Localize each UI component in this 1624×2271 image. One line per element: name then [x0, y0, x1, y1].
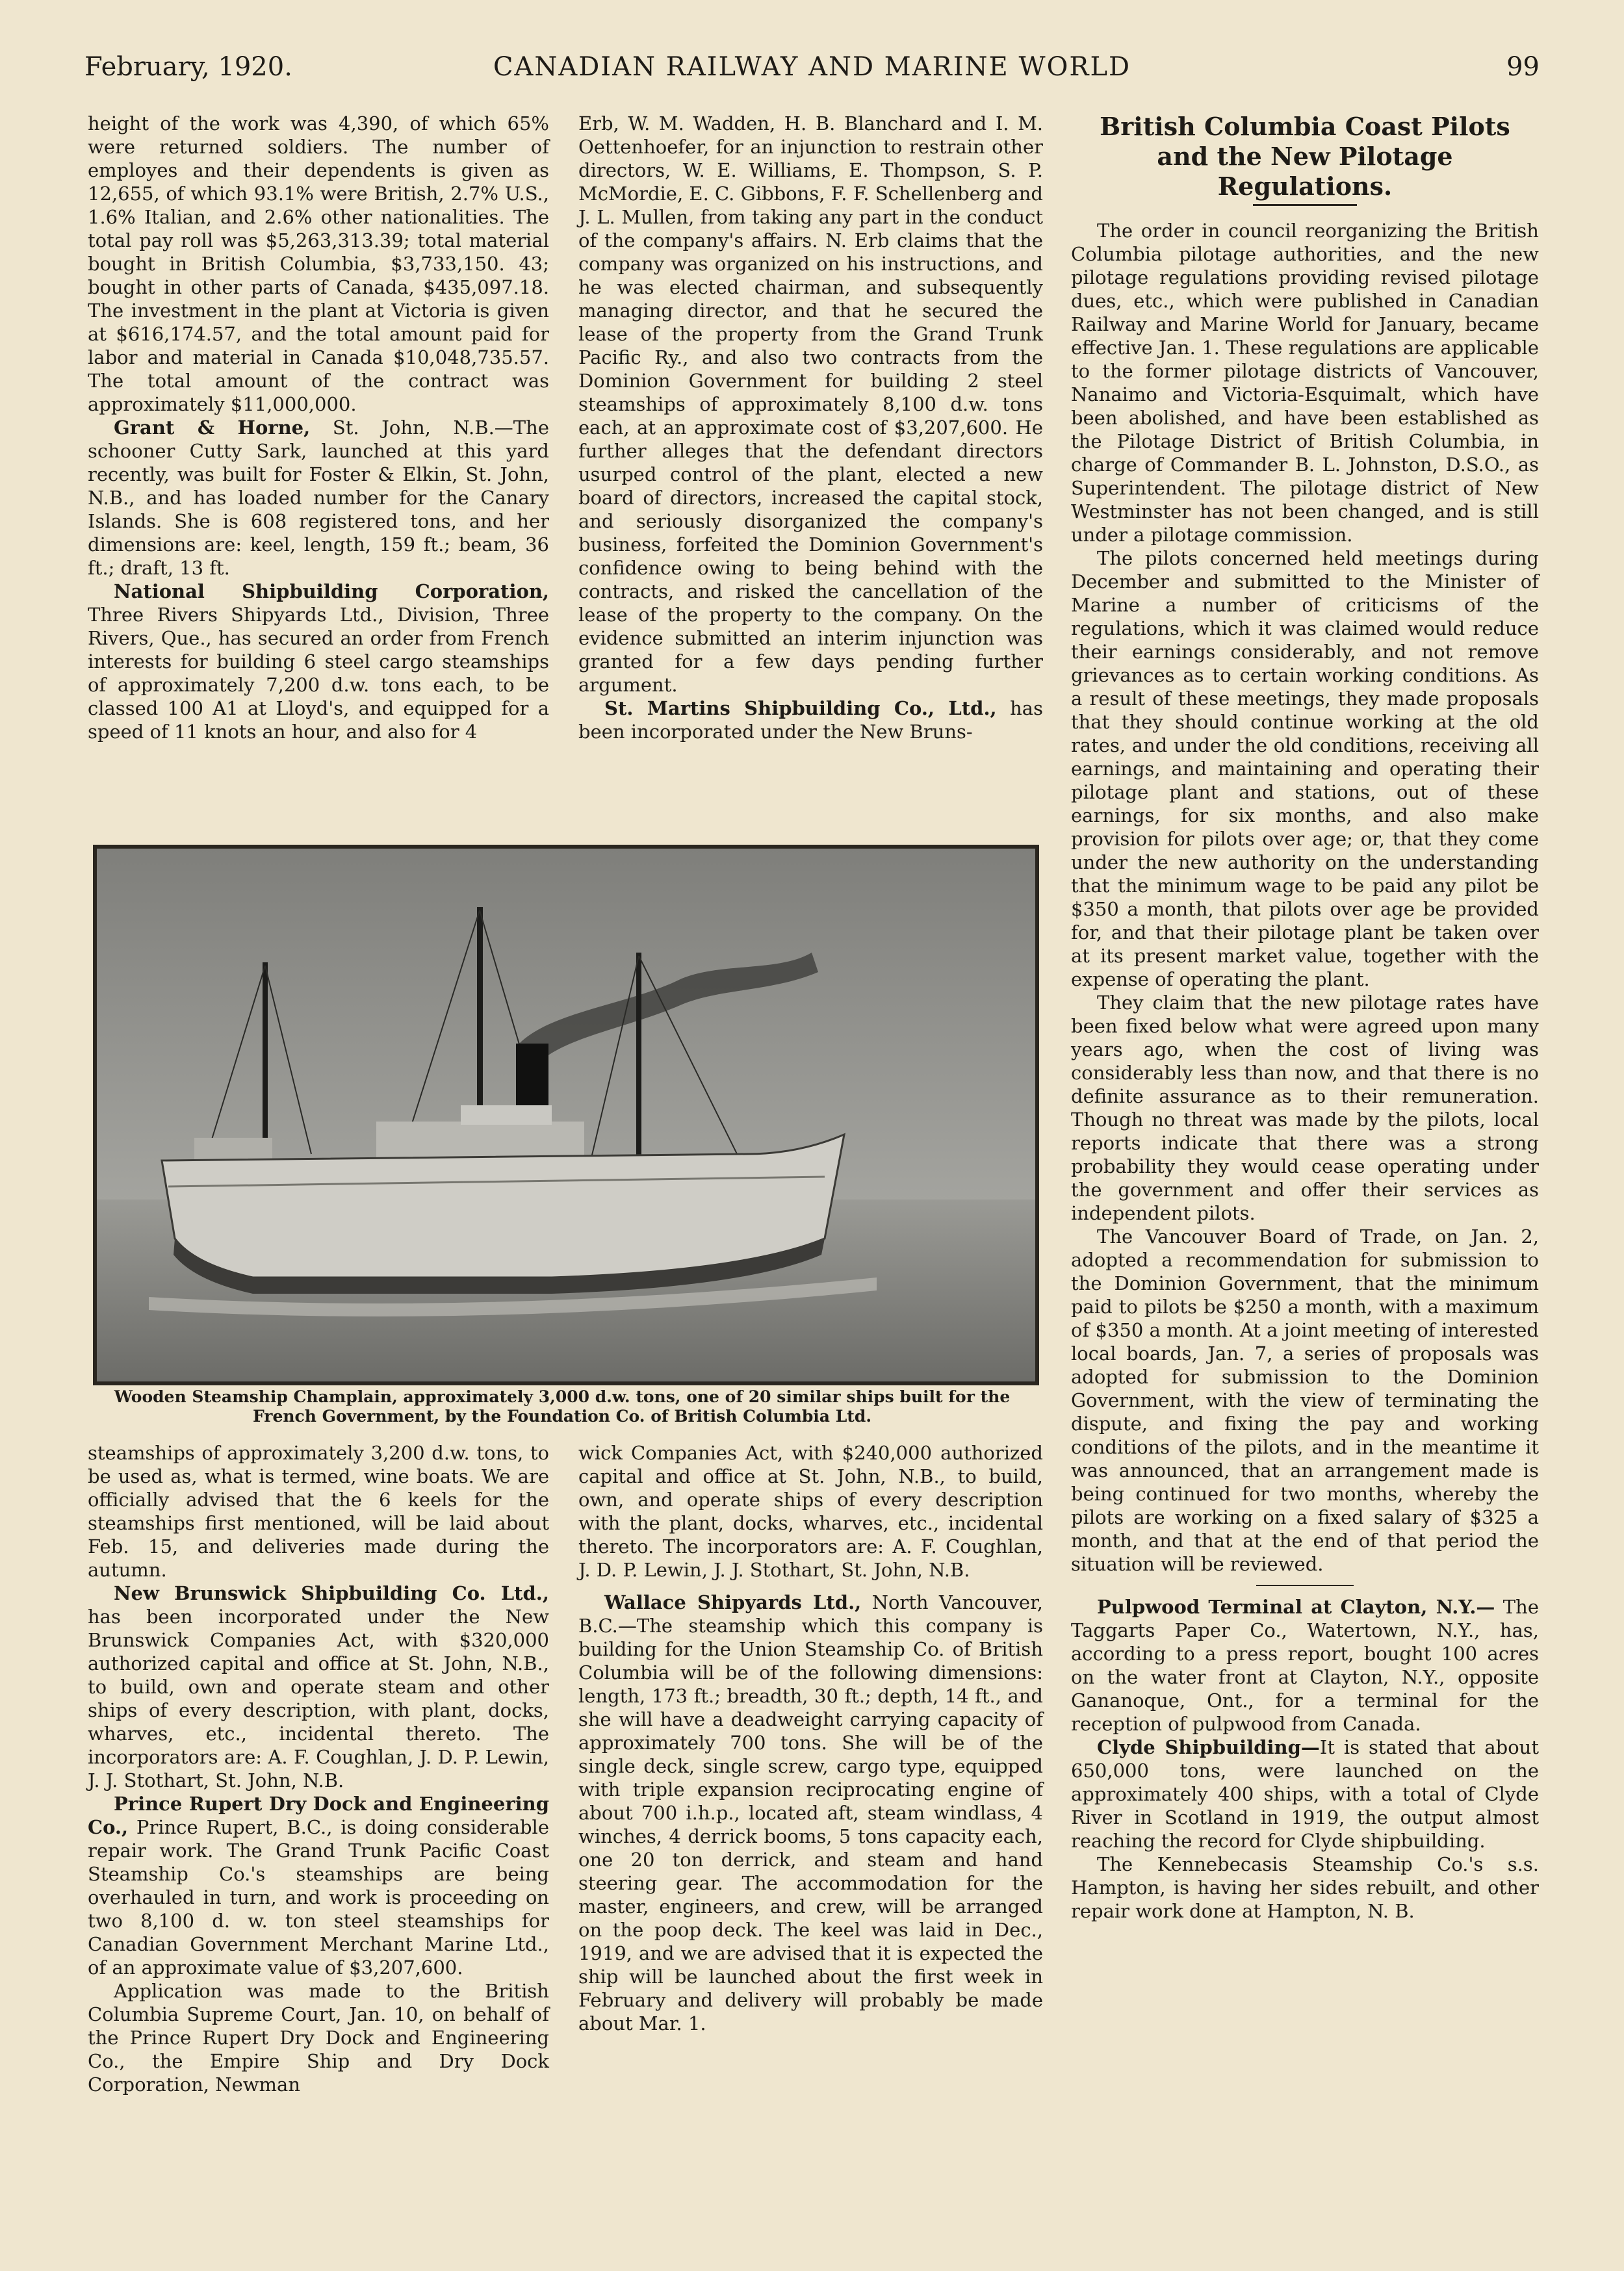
paragraph-heading: Prince Rupert Dry Dock and Engineering Co.,: [88, 1793, 549, 1838]
paragraph-body: has been incorporated under the New Bruns-: [578, 697, 1043, 743]
paragraph-heading: National Shipbuilding Corporation,: [114, 580, 549, 602]
steamship-illustration: [97, 849, 1035, 1381]
section-rule: [1256, 1585, 1354, 1586]
paragraph: The pilots concerned held meetings during December and submitted to the Minister of Marine a number of criticisms of the regulations, which it was claimed would reduce their earnings considerably, and not remove grievances as to certain working conditions. As a result of these meetings, they made proposals that they should continue working at the old rates, and under the old conditions, receiving all earnings, and maintaining and operating their pilotage plant and stations, out of these earnings, for six months, and also make provision for pilots over age; or, that they come under the new authority on the understanding that the minimum wage to be paid any pilot be $350 a month, that pilots over age be provided for, and that their pilotage plant be taken over at its present market value, together with the expense of operating the plant.: [1071, 547, 1539, 990]
column-3: [1071, 112, 1539, 1923]
paragraph-heading: Pulpwood Terminal at Clayton, N.Y.—: [1097, 1596, 1495, 1618]
paragraph-body: Prince Rupert, B.C., is doing considerable repair work. The Grand Trunk Pacific Coast Steamship Co.'s steamships are being overhauled in turn, and work is proceeding on two 8,100 d. w. ton steel steamships for Canadian Government Merchant Marine Ltd., of an approximate value of $3,207,600.: [88, 1816, 549, 1979]
paragraph-body: North Vancouver, B.C.—The steamship which this company is building for the Union Steamship Co. of British Columbia will be of the following dimensions: length, 173 ft.; breadth, 30 ft.; depth, 14 ft., and she will have a deadweight carrying capacity of approximately 700 tons. She will be of the single deck, single screw, cargo type, equipped with triple expansion reciprocating engine of about 700 i.h.p., located aft, steam windlass, 4 winches, 4 derrick booms, 5 tons capacity each, one 20 ton derrick, and steam and hand steering gear. The accommodation for the master, engineers, and crew, will be arranged on the poop deck. The keel was laid in Dec., 1919, and we are advised that it is expected the ship will be launched about the first week in February and delivery will probably be made about Mar. 1.: [578, 1591, 1043, 2034]
paragraph-heading: St. Martins Shipbuilding Co., Ltd.,: [604, 697, 997, 719]
paragraph: [88, 580, 549, 743]
ship-photograph: [93, 845, 1039, 1385]
header-page-number: 99: [1506, 52, 1540, 82]
paragraph: The Vancouver Board of Trade, on Jan. 2, adopted a recommendation for submission to the Dominion Government, that the minimum paid to pilots be $250 a month, with a maximum of $350 a month. At a joint meeting of interested local boards, Jan. 7, a series of proposals was adopted for submission to the Dominion Government, with the view of terminating the dispute, and fixing the pay and working conditions of the pilots, and in the meantime it was announced, that an arrangement made is being continued for two months, whereby the pilots are working on a fixed salary of $325 a month, and that at the end of that period the situation will be reviewed.: [1071, 1225, 1539, 1575]
paragraph: [1071, 1595, 1539, 1736]
title-rule: [1253, 204, 1357, 206]
paragraph: The Kennebecasis Steamship Co.'s s.s. Hampton, is having her sides rebuilt, and other repair work done at Hampton, N. B.: [1071, 1853, 1539, 1922]
paragraph-heading: Clyde Shipbuilding—: [1097, 1736, 1320, 1758]
paragraph-heading: New Brunswick Shipbuilding Co. Ltd.,: [114, 1582, 549, 1604]
paragraph: The order in council reorganizing the British Columbia pilotage authorities, and the new pilotage regulations providing revised pilotage dues, etc., which were published in Canadian Railway and Marine World for January, became effective Jan. 1. These regulations are applicable to the former pilotage districts of Vancouver, Nanaimo and Victoria-Esquimalt, which have been abolished, and have been established as the Pilotage District of British Columbia, in charge of Commander B. L. Johnston, D.S.O., as Superintendent. The pilotage district of New Westminster has not been changed, and is still under a pilotage commission.: [1071, 220, 1539, 546]
column-1-top: [88, 112, 549, 743]
paragraph-body: has been incorporated under the New Brunswick Companies Act, with $320,000 authorized capital and office at St. John, N.B., to build, own and operate steam and other ships of every description, with plant, docks, wharves, etc., incidental thereto. The incorporators are: A. F. Coughlan, J. D. P. Lewin, J. J. Stothart, St. John, N.B.: [88, 1606, 549, 1791]
column-2-bottom: [578, 1441, 1043, 2035]
paragraph-body: St. John, N.B.—The schooner Cutty Sark, launched at this yard recently, was built for Foster & Elkin, St. John, N.B., and has loaded number for the Canary Islands. She is 608 registered tons, and her dimensions are: keel, length, 159 ft.; beam, 36 ft.; draft, 13 ft.: [88, 417, 549, 579]
paragraph: [578, 1591, 1043, 2035]
paragraph: Erb, W. M. Wadden, H. B. Blanchard and I. M. Oettenhoefer, for an injunction to restrain other directors, W. E. Williams, E. Thompson, S. P. McMordie, E. C. Gibbons, F. F. Schellenberg and J. L. Mullen, from taking any part in the conduct of the company's affairs. N. Erb claims that the company was organized on his instructions, and he was elected chairman, and subsequently managing director, and that he secured the lease of the property from the Grand Trunk Pacific Ry., and also two contracts from the Dominion Government for building 2 steel steamships of approximately 8,100 d.w. tons each, at an approximate cost of $3,207,600. He further alleges that the defendant directors usurped control of the plant, elected a new board of directors, increased the capital stock, and seriously disorganized the company's business, forfeited the Dominion Government's confidence owing to being behind with the contracts, and risked the cancellation of the lease of the property to the company. On the evidence submitted an interim injunction was granted for a few days pending further argument.: [578, 112, 1043, 696]
paragraph: [88, 416, 549, 580]
header-date: February, 1920.: [84, 52, 292, 82]
paragraph: They claim that the new pilotage rates have been fixed below what were agreed upon many years ago, when the cost of living was considerably less than now, and that there is no definite assurance as to their remuneration. Though no threat was made by the pilots, local reports indicate that there was a strong probability they would cease operating under the government and offer their services as independent pilots.: [1071, 992, 1539, 1224]
column-2-top: [578, 112, 1043, 743]
photo-caption: Wooden Steamship Champlain, approximately 3,000 d.w. tons, one of 20 similar ships built for the French Government, by the Foundation Co. of British Columbia Ltd.: [114, 1387, 1011, 1426]
paragraph-heading: Grant & Horne,: [114, 417, 311, 439]
paragraph: [578, 697, 1043, 743]
column-1-bottom: [88, 1441, 549, 2096]
paragraph: steamships of approximately 3,200 d.w. tons, to be used as, what is termed, wine boats. We are officially advised that the 6 keels for the steamships first mentioned, will be laid about Feb. 15, and deliveries made during the autumn.: [88, 1442, 549, 1581]
paragraph: wick Companies Act, with $240,000 authorized capital and office at St. John, N.B., to build, own, and operate ships of every description with the plant, docks, wharves, etc., incidental thereto. The incorporators are: A. F. Coughlan, J. D. P. Lewin, J. J. Stothart, St. John, N.B.: [578, 1442, 1043, 1581]
paragraph-body: The Taggarts Paper Co., Watertown, N.Y., has, according to a press report, bought 100 acres on the water front at Clayton, N.Y., opposite Gananoque, Ont., for a terminal for the reception of pulpwood from Canada.: [1071, 1596, 1539, 1735]
paragraph-heading: Wallace Shipyards Ltd.,: [604, 1591, 862, 1613]
paragraph: [88, 1582, 549, 1792]
paragraph-body: Three Rivers Shipyards Ltd., Division, Three Rivers, Que., has secured an order from French interests for building 6 steel cargo steamships of approximately 7,200 d.w. tons each, to be classed 100 A1 at Lloyd's, and equipped for a speed of 11 knots an hour, and also for 4: [88, 604, 549, 743]
header-publication-title: CANADIAN RAILWAY AND MARINE WORLD: [493, 52, 1131, 82]
paragraph: Application was made to the British Columbia Supreme Court, Jan. 10, on behalf of the Prince Rupert Dry Dock and Engineering Co., the Empire Ship and Dry Dock Corporation, Newman: [88, 1980, 549, 2096]
paragraph: height of the work was 4,390, of which 65% were returned soldiers. The number of employes and their dependents is given as 12,655, of which 93.1% were British, 2.7% U.S., 1.6% Italian, and 2.6% other nationalities. The total pay roll was $5,263,313.39; total material bought in British Columbia, $3,733,150. 43; bought in other parts of Canada, $435,097.18. The investment in the plant at Victoria is given at $616,174.57, and the total amount paid for labor and material in Canada $10,048,735.57. The total amount of the contract was approximately $11,000,000.: [88, 112, 549, 415]
paragraph-body: It is stated that about 650,000 tons, were launched on the approximately 400 ships, with a total of Clyde River in Scotland in 1919, the output almost reaching the record for Clyde shipbuilding.: [1071, 1736, 1540, 1852]
paragraph: [88, 1792, 549, 1979]
article-title: British Columbia Coast Pilots and the New Pilotage Regulations.: [1100, 112, 1510, 201]
page-header: [84, 52, 1540, 91]
paragraph: [1071, 1736, 1539, 1853]
